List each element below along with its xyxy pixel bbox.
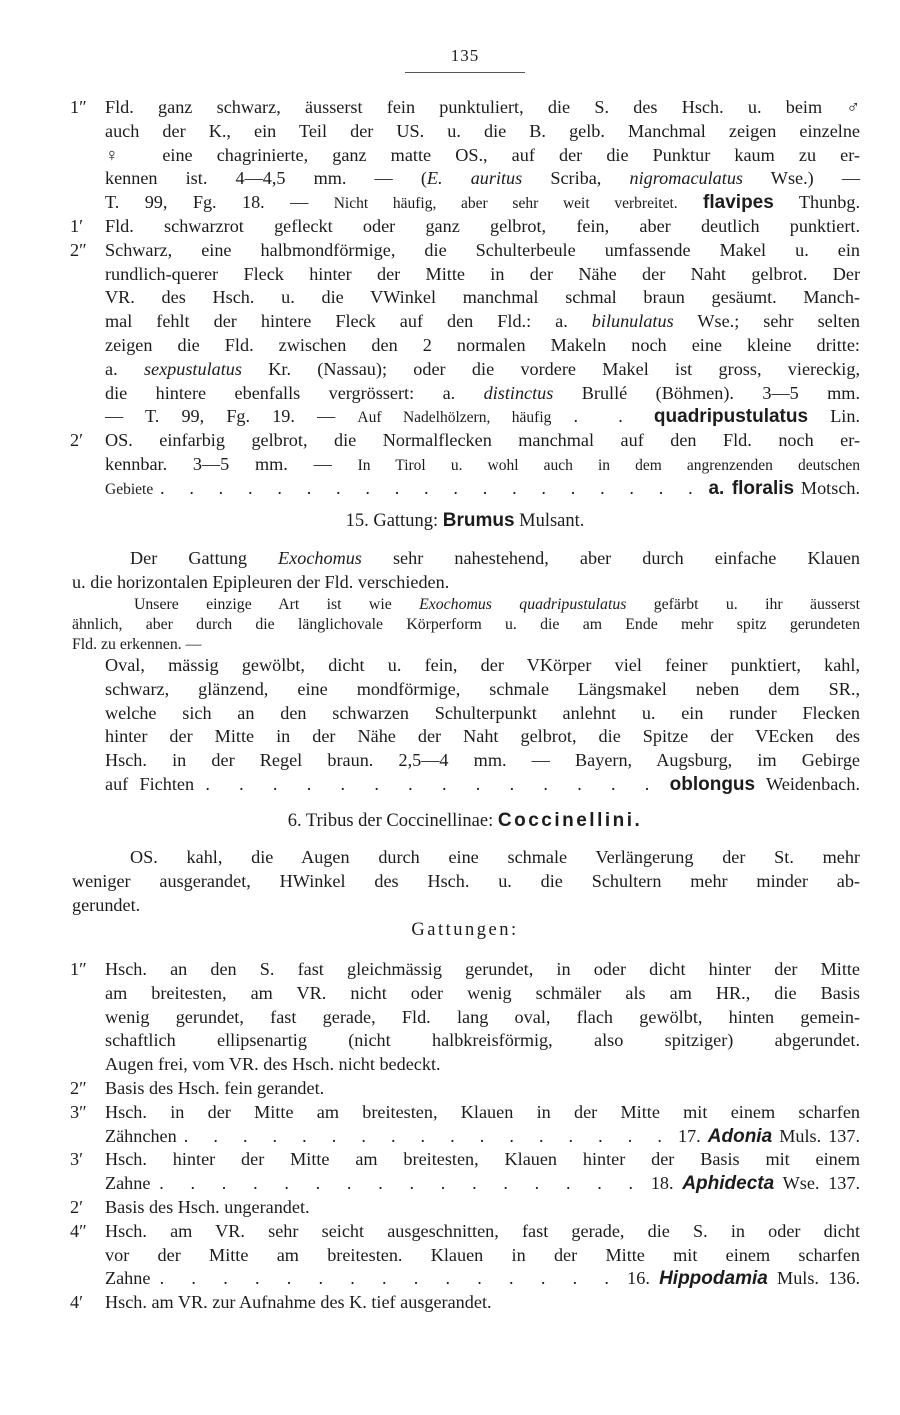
species-name: oblongus: [669, 773, 756, 795]
key-line: Hsch. hinter der Mitte am breitesten, Klauen hinter der Basis mit einem: [105, 1149, 860, 1170]
key-line: mal fehlt der hintere Fleck auf den Fld.: a. bilunulatus Wse.; sehr selten: [105, 311, 860, 332]
genus-name: Brumus: [442, 510, 515, 531]
genus-note: [72, 595, 860, 655]
key-line: kennbar. 3—5 mm. — In Tirol u. wohl auch in dem angrenzenden deutschen: [105, 453, 860, 474]
key-line: vor der Mitte am breitesten. Klauen in der Mitte mit einem scharfen: [105, 1244, 860, 1265]
genus-name: Adonia: [707, 1125, 773, 1147]
key-entry-1a: [70, 958, 860, 1077]
text-line: welche sich an den schwarzen Schulterpunkt anlehnt u. ein runder Flecken: [105, 702, 860, 723]
genus-key: [70, 958, 860, 1315]
header-rule: [405, 72, 525, 73]
key-number: 2′: [70, 1196, 84, 1217]
key-number: 1″: [70, 959, 87, 979]
key-line: VR. des Hsch. u. die VWinkel manchmal schmal braun gesäumt. Manch-: [105, 287, 860, 308]
key-entry-2a: [70, 1077, 860, 1101]
genus-name: Aphidecta: [682, 1173, 775, 1195]
key-line: zeigen die Fld. zwischen den 2 normalen Makeln noch eine kleine dritte:: [105, 334, 860, 355]
key-entry-2b: [70, 429, 860, 500]
key-line: Basis des Hsch. fein gerandet.: [105, 1077, 325, 1098]
key-entry-1b: [70, 215, 860, 239]
tribus-name: Coccinellini.: [497, 810, 643, 831]
key-line: kennen ist. 4—4,5 mm. — (E. auritus Scriba, nigromaculatus Wse.) —: [105, 168, 861, 189]
key-line: wenig gerundet, fast gerade, Fld. lang oval, flach gewölbt, hinten gemein-: [105, 1006, 860, 1027]
key-line: Augen frei, vom VR. des Hsch. nicht bedeckt.: [105, 1054, 441, 1075]
key-number: 3′: [70, 1149, 84, 1170]
text-line: schwarz, glänzend, eine mondförmige, schmale Längsmakel neben dem SR.,: [105, 678, 860, 699]
key-number: 1″: [70, 97, 87, 117]
text-line: Unsere einzige Art ist wie Exochomus quadripustulatus gefärbt u. ihr äusserst: [134, 596, 861, 613]
key-entry-4a: [70, 1220, 860, 1291]
gattungen-heading: Gattungen:: [411, 920, 519, 940]
key-line: am breitesten, am VR. nicht oder wenig schmäler als am HR., die Basis: [105, 982, 860, 1003]
text-line: Fld. zu erkennen. —: [72, 636, 202, 653]
text-line: auf Fichten . . . . . . . . . . . . . . oblongus Weidenbach.: [105, 773, 861, 795]
species-name: a. floralis: [708, 477, 795, 499]
text-line: Der Gattung Exochomus sehr nahestehend, aber durch einfache Klauen: [130, 548, 860, 568]
key-line: a. sexpustulatus Kr. (Nassau); oder die vordere Makel ist gross, viereckig,: [105, 358, 861, 379]
tribus-heading: 6. Tribus der Coccinellinae: Coccinellini.: [287, 810, 643, 831]
species-name: quadripustulatus: [653, 406, 809, 428]
key-line: Basis des Hsch. ungerandet.: [105, 1196, 310, 1217]
key-line: ♀ eine chagrinierte, ganz matte OS., auf der die Punktur kaum zu er-: [105, 144, 860, 165]
key-entry-3b: [70, 1148, 860, 1196]
text-line: hinter der Mitte in der Nähe der Naht gelbrot, die Spitze der VEcken des: [105, 726, 860, 747]
key-number: 2′: [70, 430, 84, 451]
key-entry-3a: [70, 1101, 860, 1149]
key-number: 2″: [70, 1077, 87, 1098]
key-line: Zähnchen . . . . . . . . . . . . . . . . . 17. Adonia Muls. 137.: [105, 1125, 861, 1147]
species-key: [70, 96, 860, 501]
key-line: schaftlich ellipsenartig (nicht halbkreisförmig, also spitziger) abgerundet.: [105, 1030, 860, 1051]
genus-intro: [72, 547, 860, 595]
genus-heading: 15. Gattung: Brumus Mulsant.: [345, 510, 585, 531]
tribus-description: [72, 846, 860, 917]
text-line: ähnlich, aber durch die länglichovale Körperform u. die am Ende mehr spitz gerundeten: [72, 616, 860, 633]
key-number: 3″: [70, 1101, 87, 1122]
text-line: gerundet.: [72, 894, 141, 915]
key-number: 2″: [70, 239, 87, 260]
key-line: rundlich-querer Fleck hinter der Mitte in der Nähe der Naht gelbrot. Der: [105, 263, 860, 284]
text-line: Hsch. in der Regel braun. 2,5—4 mm. — Bayern, Augsburg, im Gebirge: [105, 750, 860, 771]
text-line: OS. kahl, die Augen durch eine schmale Verlängerung der St. mehr: [130, 847, 860, 867]
key-entry-1a: [70, 96, 860, 215]
key-entry-2a: [70, 239, 860, 429]
key-number: 4″: [70, 1220, 87, 1241]
key-number: 1′: [70, 215, 84, 236]
species-name: flavipes: [703, 192, 774, 214]
text-line: u. die horizontalen Epipleuren der Fld. verschieden.: [72, 571, 450, 592]
key-line: Fld. ganz schwarz, äusserst fein punktuliert, die S. des Hsch. u. beim ♂: [105, 97, 860, 117]
key-line: auch der K., ein Teil der US. u. die B. gelb. Manchmal zeigen einzelne: [105, 120, 860, 141]
key-number: 4′: [70, 1292, 84, 1313]
key-line: Hsch. am VR. sehr seicht ausgeschnitten, fast gerade, die S. in oder dicht: [105, 1220, 860, 1241]
key-line: Hsch. am VR. zur Aufnahme des K. tief ausgerandet.: [105, 1292, 492, 1313]
key-line: Zahne . . . . . . . . . . . . . . . 16. Hippodamia Muls. 136.: [105, 1268, 861, 1290]
key-line: die hintere ebenfalls vergrössert: a. distinctus Brullé (Böhmen). 3—5 mm.: [105, 382, 860, 403]
key-line: T. 99, Fg. 18. — Nicht häufig, aber sehr weit verbreitet. flavipes Thunbg.: [105, 192, 861, 214]
key-line: OS. einfarbig gelbrot, die Normalflecken manchmal auf den Fld. noch er-: [105, 430, 860, 451]
text-line: weniger ausgerandet, HWinkel des Hsch. u. die Schultern mehr minder ab-: [72, 870, 860, 891]
page-number: 135: [450, 46, 480, 65]
key-line: Zahne . . . . . . . . . . . . . . . . 18. Aphidecta Wse. 137.: [105, 1173, 861, 1195]
genus-name: Hippodamia: [659, 1268, 768, 1290]
key-entry-4b: [70, 1291, 860, 1315]
key-entry-2b: [70, 1196, 860, 1220]
key-line: Schwarz, eine halbmondförmige, die Schulterbeule umfassende Makel u. ein: [105, 239, 860, 260]
key-line: Fld. schwarzrot gefleckt oder ganz gelbrot, fein, aber deutlich punktiert.: [105, 215, 860, 236]
text-line: Oval, mässig gewölbt, dicht u. fein, der VKörper viel feiner punktiert, kahl,: [105, 655, 860, 675]
key-line: Hsch. an den S. fast gleichmässig gerundet, in oder dicht hinter der Mitte: [105, 959, 860, 979]
key-line: Hsch. in der Mitte am breitesten, Klauen in der Mitte mit einem scharfen: [105, 1101, 860, 1122]
key-line: — T. 99, Fg. 19. — Auf Nadelhölzern, häufig . . quadripustulatus Lin.: [105, 406, 860, 428]
key-line: Gebiete . . . . . . . . . . . . . . . . . . . a. floralis Motsch.: [105, 477, 861, 499]
species-description: [105, 654, 860, 797]
